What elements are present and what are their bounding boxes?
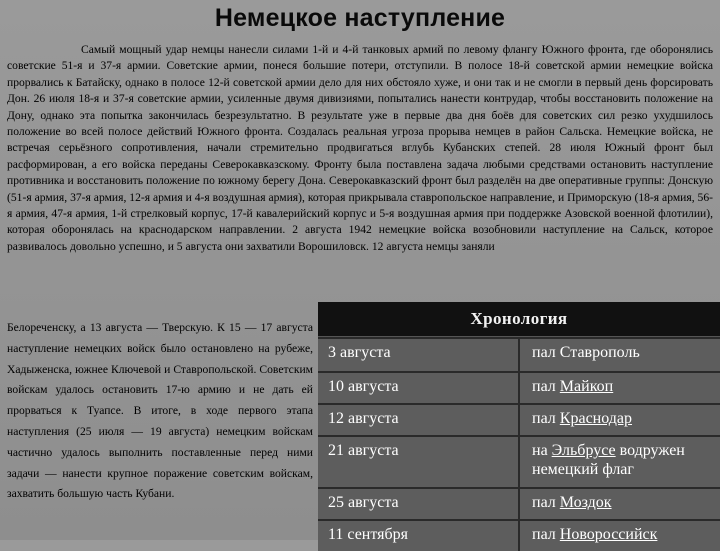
row-event: пал Моздок xyxy=(518,489,720,519)
table-row xyxy=(318,371,720,403)
row-date: 21 августа xyxy=(328,442,399,459)
place-link[interactable]: Моздок xyxy=(559,494,612,511)
row-event: пал Новороссийск xyxy=(518,521,720,551)
table-row xyxy=(318,337,720,371)
row-date: 25 августа xyxy=(328,494,399,511)
place-name: Ставрополь xyxy=(559,344,640,361)
row-event: пал Краснодар xyxy=(518,405,720,435)
main-paragraph: Самый мощный удар немцы нанесли силами 1-й и 4-й танковых армий по левому флангу Южного фронта, где оборонялись советские 51-я и 37-я армии. Советские армии, понеся большие потери, отступили. В полосе 18-й советской армии немецкие войска прорвались к Батайску, однако в полосе 12-й советской армии дело для них обстояло хуже, и они так и не смогли в первый день форсировать Дон. 26 июля 18-я и 37-я советские армии, усиленные двумя дивизиями, попытались нанести контрудар, чтобы восстановить положение на Дону, однако эта попытка закончилась безрезультатно. В результате уже в первые два дня боёв для советских сил резко ухудшилось положение во всей полосе действий Южного фронта. Создалась реальная угроза прорыва немцев в район Сальска. Немецкие войска, не встречая серьёзного сопротивления, начали стремительно продвигаться вглубь Кубанских степей. 28 июля Южный фронт был расформирован, а его войска переданы Северокавказскому. Фронту была поставлена задача любыми средствами остановить наступление противника и восстановить положение по южному берегу Дона. Северокавказский фронт был разделён на две оперативные группы: Донскую (51-я армия, 37-я армия, 12-я армия и 4-я воздушная армия), которая прикрывала ставропольское направление, и Приморскую (18-я армия, 56-я армия, 47-я армия, 1-й стрелковый корпус, 17-й кавалерийский корпус и 5-я воздушная армия при поддержке Азовской военной флотилии), которая оборонялась на краснодарском направлении. 2 августа 1942 немецкие войска возобновили наступление на Сальск, которое развивалось довольно успешно, и 5 августа они захватили Ворошиловск. 12 августа немцы заняли xyxy=(7,43,713,253)
chronology-table xyxy=(318,302,720,543)
continuation-paragraph: Белореченску, а 13 августа — Тверскую. К 15 — 17 августа наступление немецких войск было остановлено на рубеже, Хадыженска, южнее Ключевой и Ставропольской. Советским войскам удалось остановить 17-ю армию и не дать ей прорваться к Туапсе. В итоге, в ходе первого этапа наступления (25 июля — 19 августа) немецким войскам частично удалось выполнить поставленные перед ними задачи — нанести крупное поражение советским войскам, захватить большую часть Кубани. xyxy=(7,321,313,501)
place-link[interactable]: Краснодар xyxy=(559,410,633,427)
table-row xyxy=(318,487,720,519)
table-row xyxy=(318,435,720,487)
table-row xyxy=(318,519,720,551)
place-link[interactable]: Новороссийск xyxy=(559,526,658,543)
row-event: на Эльбрусе водружен немецкий флаг xyxy=(518,437,720,487)
chronology-header: Хронология xyxy=(318,302,720,337)
row-date: 10 августа xyxy=(328,378,399,395)
row-event: пал Ставрополь xyxy=(518,339,720,371)
row-date: 3 августа xyxy=(328,344,391,361)
row-date: 11 сентября xyxy=(328,526,409,543)
row-date: 12 августа xyxy=(328,410,399,427)
place-link[interactable]: Эльбрусе xyxy=(551,442,616,459)
table-row xyxy=(318,403,720,435)
row-event: пал Майкоп xyxy=(518,373,720,403)
page-title: Немецкое наступление xyxy=(214,4,506,32)
place-link[interactable]: Майкоп xyxy=(559,378,614,395)
